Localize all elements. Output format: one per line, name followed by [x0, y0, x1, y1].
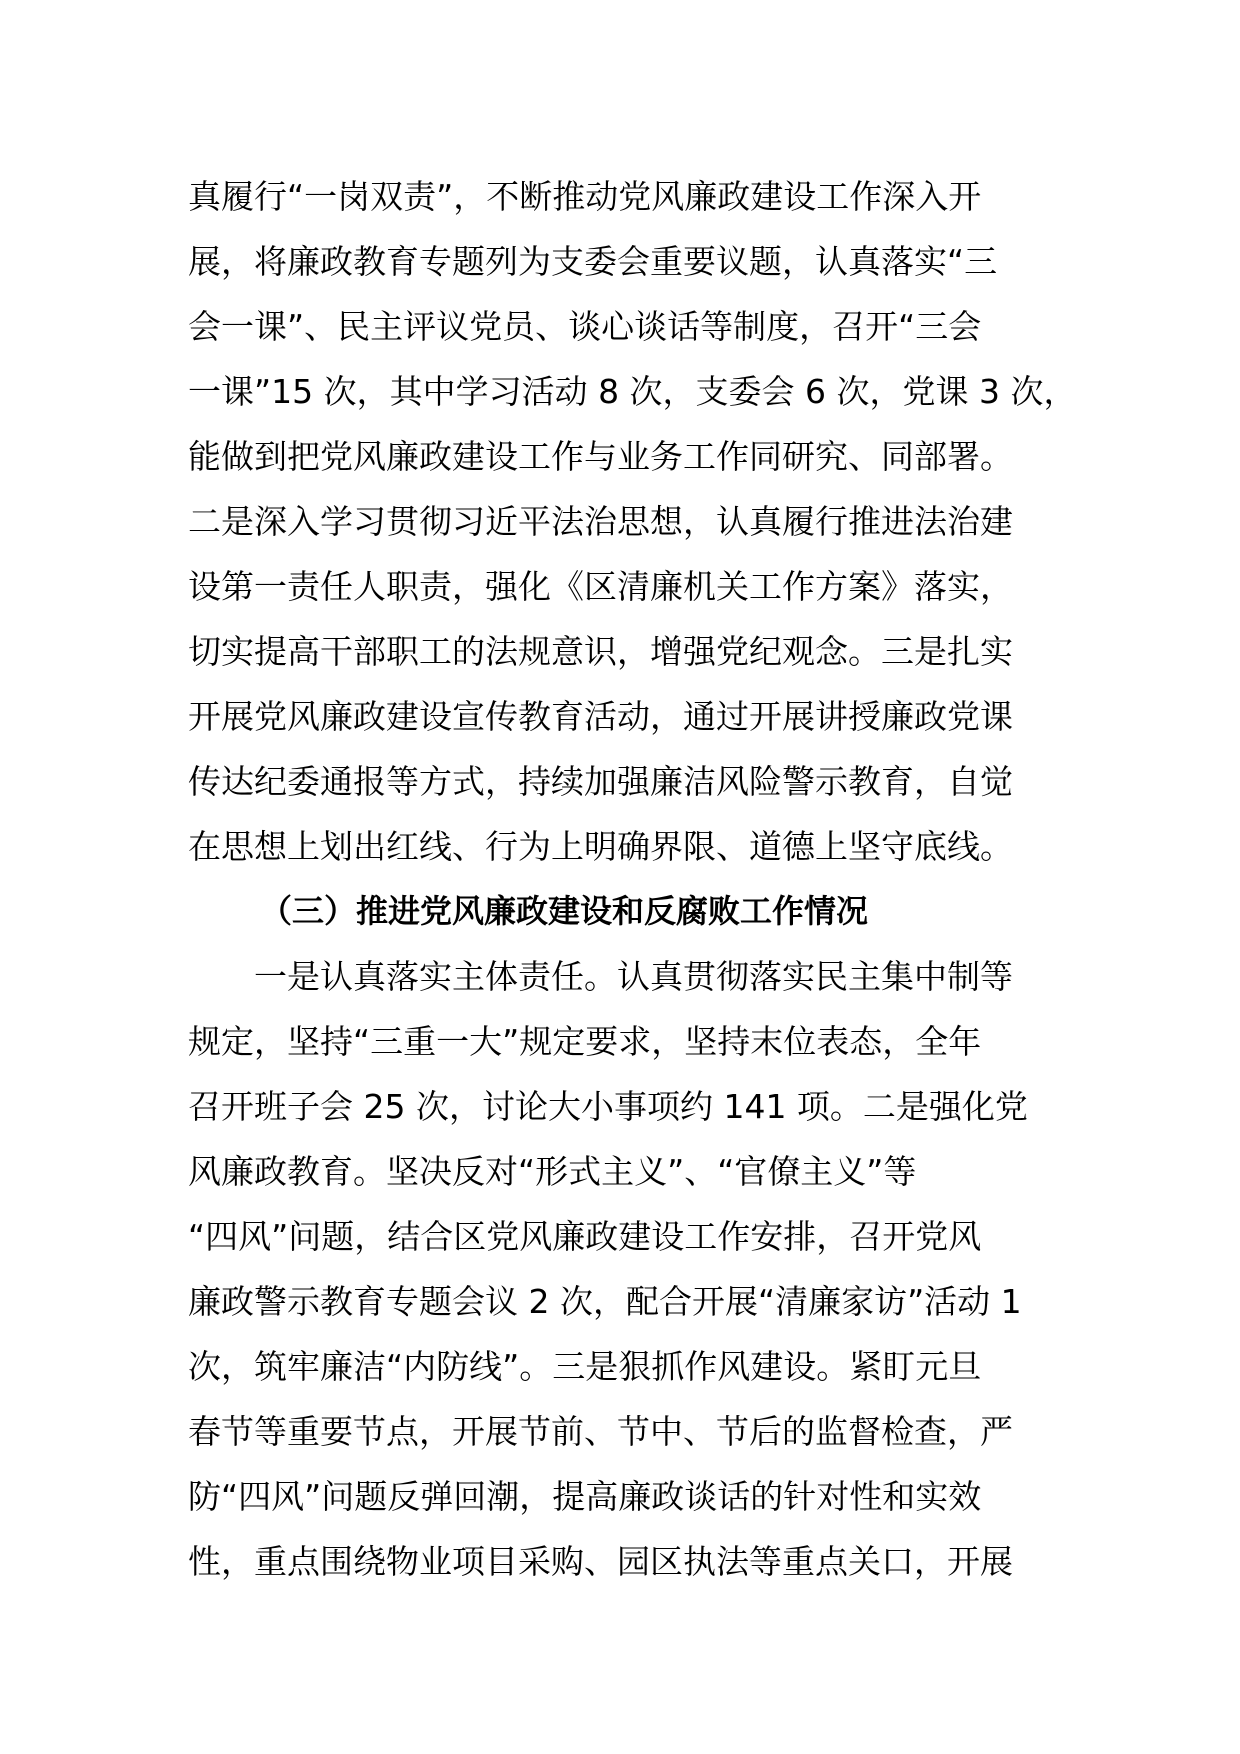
paragraph-line: 召开班子会 25 次，讨论大小事项约 141 项。二是强化党 — [188, 1087, 1028, 1126]
document-body — [188, 164, 1088, 1594]
paragraph-line: 风廉政教育。坚决反对“形式主义”、“官僚主义”等 — [188, 1152, 917, 1191]
paragraph-line: 开展党风廉政建设宣传教育活动，通过开展讲授廉政党课 — [188, 697, 1013, 736]
paragraph-line: 展，将廉政教育专题列为支委会重要议题，认真落实“三 — [188, 242, 998, 281]
paragraph-line: 一是认真落实主体责任。认真贯彻落实民主集中制等 — [254, 957, 1013, 996]
section-heading: （三）推进党风廉政建设和反腐败工作情况 — [260, 892, 869, 930]
paragraph-line: 性，重点围绕物业项目采购、园区执法等重点关口，开展 — [188, 1542, 1013, 1581]
paragraph-line: 传达纪委通报等方式，持续加强廉洁风险警示教育，自觉 — [188, 762, 1013, 801]
paragraph-line: 春节等重要节点，开展节前、节中、节后的监督检查，严 — [188, 1412, 1013, 1451]
paragraph-line: 设第一责任人职责，强化《区清廉机关工作方案》落实， — [188, 567, 1013, 606]
paragraph-line: 廉政警示教育专题会议 2 次，配合开展“清廉家访”活动 1 — [188, 1282, 1022, 1321]
paragraph-line: 会一课”、民主评议党员、谈心谈话等制度，召开“三会 — [188, 307, 982, 346]
paragraph-line: “四风”问题，结合区党风廉政建设工作安排，召开党风 — [188, 1217, 982, 1256]
paragraph-line: 真履行“一岗双责”，不断推动党风廉政建设工作深入开 — [188, 177, 982, 216]
paragraph-line: 次，筑牢廉洁“内防线”。三是狠抓作风建设。紧盯元旦 — [188, 1347, 982, 1386]
paragraph-line: 能做到把党风廉政建设工作与业务工作同研究、同部署。 — [188, 437, 1013, 476]
paragraph-line: 规定，坚持“三重一大”规定要求，坚持末位表态，全年 — [188, 1022, 982, 1061]
paragraph-line: 在思想上划出红线、行为上明确界限、道德上坚守底线。 — [188, 827, 1013, 866]
paragraph-line: 防“四风”问题反弹回潮，提高廉政谈话的针对性和实效 — [188, 1477, 982, 1516]
paragraph-line: 一课”15 次，其中学习活动 8 次，支委会 6 次，党课 3 次， — [188, 372, 1077, 411]
paragraph-line: 二是深入学习贯彻习近平法治思想，认真履行推进法治建 — [188, 502, 1013, 541]
paragraph-line: 切实提高干部职工的法规意识，增强党纪观念。三是扎实 — [188, 632, 1013, 671]
